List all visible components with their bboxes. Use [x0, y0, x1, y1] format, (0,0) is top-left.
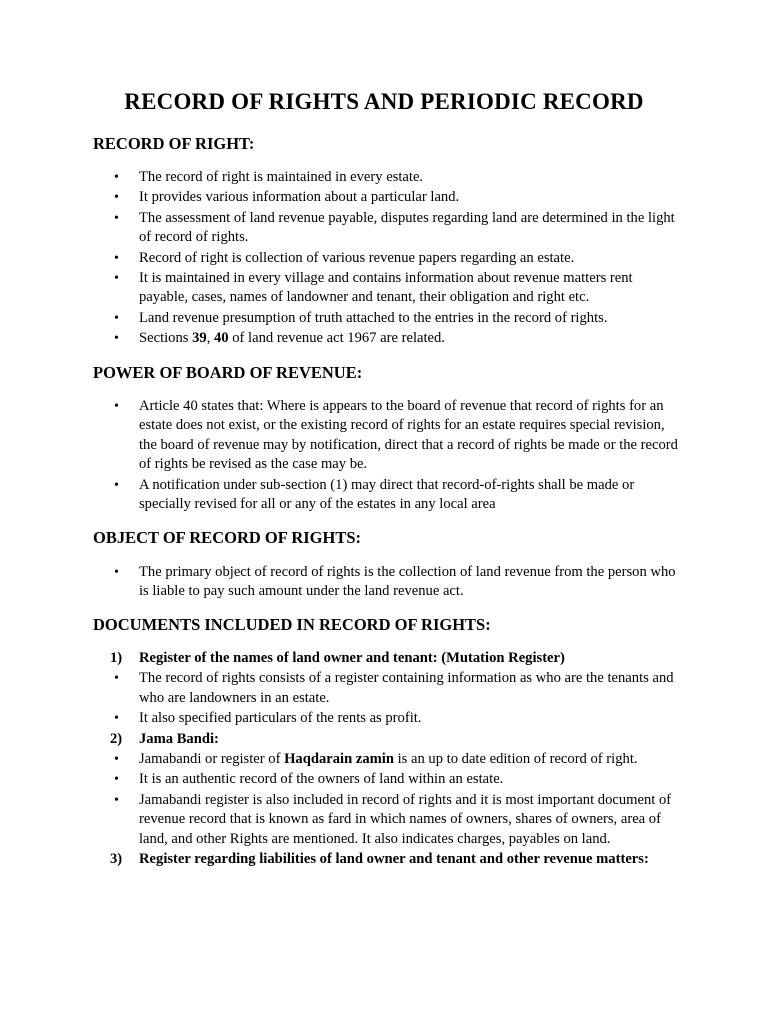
list-item: • Article 40 states that: Where is appears to the board of revenue that record of rights for an estate does not exist, or the existing record of rights for an estate requires special revision, the board of revenue may by notification, direct that a record of rights be made or the record of rights be revised as the case may be.: [93, 397, 683, 475]
documents-list: [93, 649, 683, 870]
numbered-item: 3) Register regarding liabilities of land owner and tenant and other revenue matters:: [110, 851, 649, 868]
numbered-item: 1) Register of the names of land owner and tenant: (Mutation Register): [110, 650, 565, 666]
list-item: • A notification under sub-section (1) may direct that record-of-rights shall be made or specially revised for all or any of the estates in any local area: [93, 476, 683, 515]
list-item: • The record of rights consists of a register containing information as who are the tenants and who are landowners in an estate.: [93, 669, 683, 708]
list-item: • The record of right is maintained in every estate.: [93, 168, 683, 187]
list-item: • Jamabandi register is also included in record of rights and it is most important document of revenue record that is known as fard in which names of owners, shares of owners, area of land, and other Rights are mentioned. It also indicates charges, payables on land.: [93, 791, 683, 849]
numbered-item: 2) Jama Bandi:: [110, 730, 219, 747]
section-heading-record-of-right: RECORD OF RIGHT:: [93, 134, 255, 153]
list-item: • Land revenue presumption of truth attached to the entries in the record of rights.: [93, 309, 683, 328]
list-item: • Sections 39, 40 of land revenue act 1967 are related.: [93, 329, 683, 348]
list-item: • It also specified particulars of the rents as profit.: [93, 709, 683, 728]
section-heading-documents: DOCUMENTS INCLUDED IN RECORD OF RIGHTS:: [93, 615, 491, 634]
list-item: • Record of right is collection of various revenue papers regarding an estate.: [93, 249, 683, 268]
list-item: • Jamabandi or register of Haqdarain zamin is an up to date edition of record of right.: [93, 750, 683, 769]
record-of-right-list: [93, 168, 683, 350]
list-item: • It is maintained in every village and contains information about revenue matters rent payable, cases, names of landowner and tenant, their obligation and right etc.: [93, 269, 683, 308]
list-item: • It is an authentic record of the owners of land within an estate.: [93, 770, 683, 789]
list-item: • It provides various information about a particular land.: [93, 188, 683, 207]
document-title: RECORD OF RIGHTS AND PERIODIC RECORD: [124, 89, 644, 114]
list-item: • The primary object of record of rights is the collection of land revenue from the person who is liable to pay such amount under the land revenue act.: [93, 563, 683, 602]
section-heading-power-of-board: POWER OF BOARD OF REVENUE:: [93, 363, 363, 382]
object-list: [93, 563, 683, 603]
section-heading-object: OBJECT OF RECORD OF RIGHTS:: [93, 528, 362, 547]
power-of-board-list: [93, 397, 683, 515]
list-item: • The assessment of land revenue payable, disputes regarding land are determined in the light of record of rights.: [93, 209, 683, 248]
